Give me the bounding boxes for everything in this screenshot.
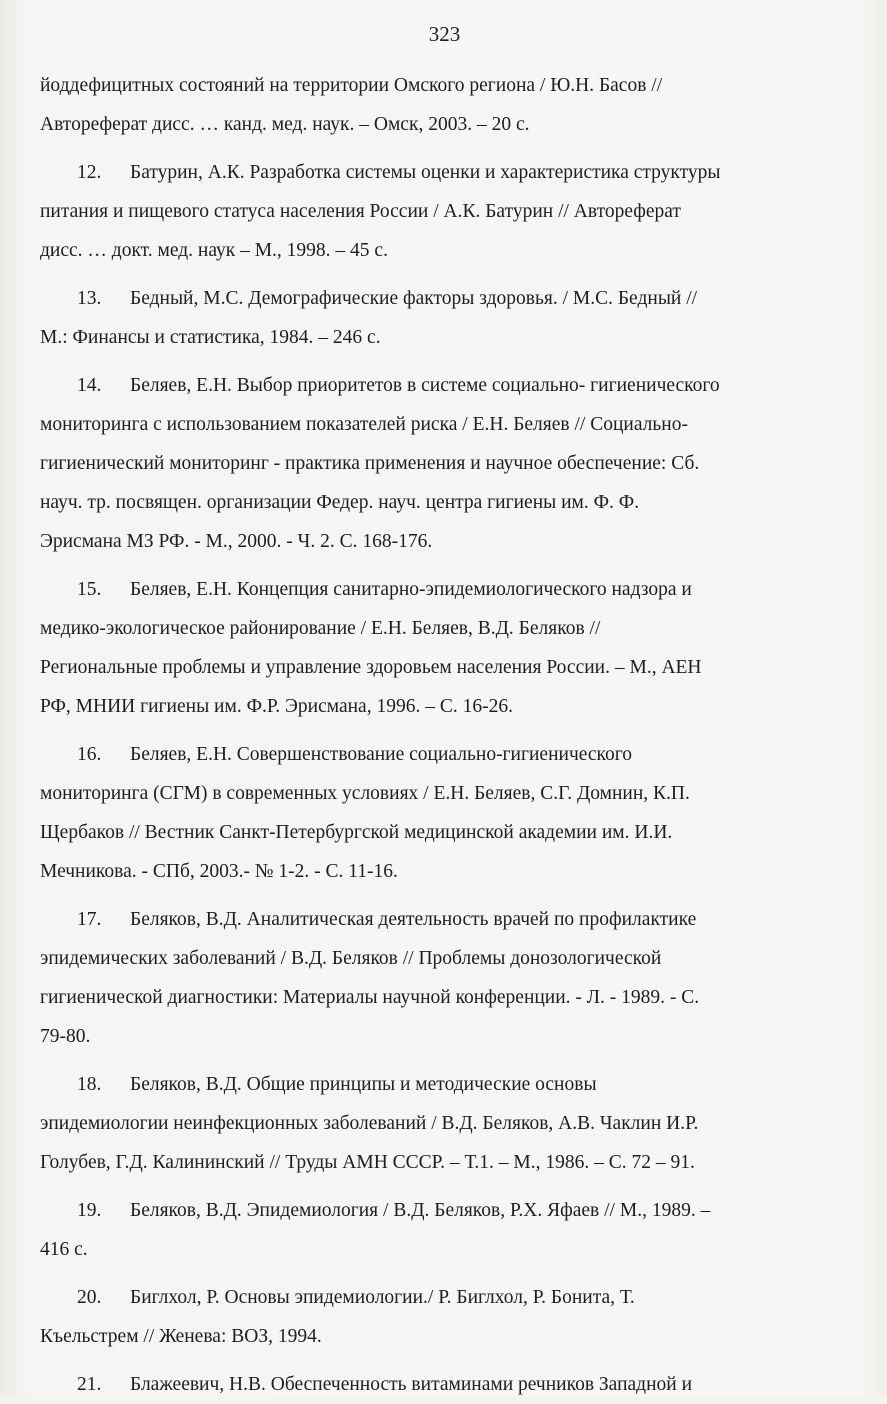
reference-line: мониторинга (СГМ) в современных условиях / Е.Н. Беляев, С.Г. Домнин, К.П.: [40, 783, 690, 804]
reference-number: 19.: [77, 1200, 102, 1221]
reference-text: Беляев, Е.Н. Концепция санитарно-эпидемиологического надзора и: [130, 579, 692, 600]
reference-number: 17.: [77, 909, 102, 930]
reference-line: [40, 1278, 849, 1317]
reference-line: 79-80.: [40, 1026, 91, 1047]
reference-line: [40, 153, 849, 192]
reference-line: эпидемиологии неинфекционных заболеваний / В.Д. Беляков, А.В. Чаклин И.Р.: [40, 1113, 699, 1134]
reference-entry: [40, 1065, 849, 1182]
reference-number: 21.: [77, 1374, 102, 1395]
reference-text: Бедный, М.С. Демографические факторы здоровья. / М.С. Бедный //: [130, 288, 698, 309]
reference-text: Батурин, А.К. Разработка системы оценки и характеристика структуры: [130, 162, 721, 183]
continuation-line: йоддефицитных состояний на территории Омского региона / Ю.Н. Басов //: [40, 75, 663, 96]
reference-line: [40, 1365, 849, 1404]
continuation-text: [40, 66, 849, 144]
reference-text: Беляков, В.Д. Аналитическая деятельность врачей по профилактике: [130, 909, 697, 930]
reference-line: мониторинга с использованием показателей риска / Е.Н. Беляев // Социально-: [40, 414, 688, 435]
reference-entry: [40, 1278, 849, 1356]
reference-line: [40, 1065, 849, 1104]
reference-line: медико-экологическое районирование / Е.Н. Беляев, В.Д. Беляков //: [40, 618, 601, 639]
reference-number: 16.: [77, 744, 102, 765]
reference-line: [40, 366, 849, 405]
reference-number: 14.: [77, 375, 102, 396]
reference-text: Блажеевич, Н.В. Обеспеченность витаминами речников Западной и: [130, 1374, 693, 1395]
reference-line: питания и пищевого статуса населения России / А.К. Батурин // Автореферат: [40, 201, 681, 222]
reference-line: Голубев, Г.Д. Калининский // Труды АМН СССР. – Т.1. – М., 1986. – С. 72 – 91.: [40, 1152, 695, 1173]
reference-line: [40, 1191, 849, 1230]
reference-line: М.: Финансы и статистика, 1984. – 246 с.: [40, 327, 381, 348]
reference-line: [40, 279, 849, 318]
reference-line: [40, 570, 849, 609]
reference-line: [40, 735, 849, 774]
reference-text: Беляков, В.Д. Общие принципы и методические основы: [130, 1074, 597, 1095]
reference-number: 15.: [77, 579, 102, 600]
reference-text: Беляев, Е.Н. Выбор приоритетов в системе социально- гигиенического: [130, 375, 720, 396]
reference-list: [40, 153, 849, 1404]
reference-entry: [40, 279, 849, 357]
reference-line: Мечникова. - СПб, 2003.- № 1-2. - С. 11-16.: [40, 861, 398, 882]
reference-line: гигиенический мониторинг - практика применения и научное обеспечение: Сб.: [40, 453, 700, 474]
reference-line: дисс. … докт. мед. наук – М., 1998. – 45 с.: [40, 240, 388, 261]
reference-line: эпидемических заболеваний / В.Д. Беляков // Проблемы донозологической: [40, 948, 662, 969]
reference-line: 416 с.: [40, 1239, 88, 1260]
reference-line: РФ, МНИИ гигиены им. Ф.Р. Эрисмана, 1996. – С. 16-26.: [40, 696, 513, 717]
reference-entry: [40, 1365, 849, 1404]
reference-line: гигиенической диагностики: Материалы научной конференции. - Л. - 1989. - С.: [40, 987, 700, 1008]
reference-line: Региональные проблемы и управление здоровьем населения России. – М., АЕН: [40, 657, 702, 678]
reference-line: Эрисмана МЗ РФ. - М., 2000. - Ч. 2. С. 168-176.: [40, 531, 433, 552]
reference-number: 20.: [77, 1287, 102, 1308]
reference-number: 12.: [77, 162, 102, 183]
reference-text: Беляков, В.Д. Эпидемиология / В.Д. Беляков, Р.Х. Яфаев // М., 1989. –: [130, 1200, 711, 1221]
reference-entry: [40, 366, 849, 561]
reference-number: 13.: [77, 288, 102, 309]
page-number: 323: [428, 22, 461, 46]
reference-line: Къельстрем // Женева: ВОЗ, 1994.: [40, 1326, 322, 1347]
reference-entry: [40, 900, 849, 1056]
reference-text: Биглхол, Р. Основы эпидемиологии./ Р. Биглхол, Р. Бонита, Т.: [130, 1287, 635, 1308]
reference-line: науч. тр. посвящен. организации Федер. науч. центра гигиены им. Ф. Ф.: [40, 492, 640, 513]
reference-number: 18.: [77, 1074, 102, 1095]
reference-line: [40, 900, 849, 939]
reference-entry: [40, 570, 849, 726]
reference-entry: [40, 1191, 849, 1269]
continuation-line: Автореферат дисс. … канд. мед. наук. – Омск, 2003. – 20 с.: [40, 114, 530, 135]
reference-text: Беляев, Е.Н. Совершенствование социально-гигиенического: [130, 744, 633, 765]
reference-entry: [40, 735, 849, 891]
reference-entry: [40, 153, 849, 270]
reference-line: Щербаков // Вестник Санкт-Петербургской медицинской академии им. И.И.: [40, 822, 673, 843]
